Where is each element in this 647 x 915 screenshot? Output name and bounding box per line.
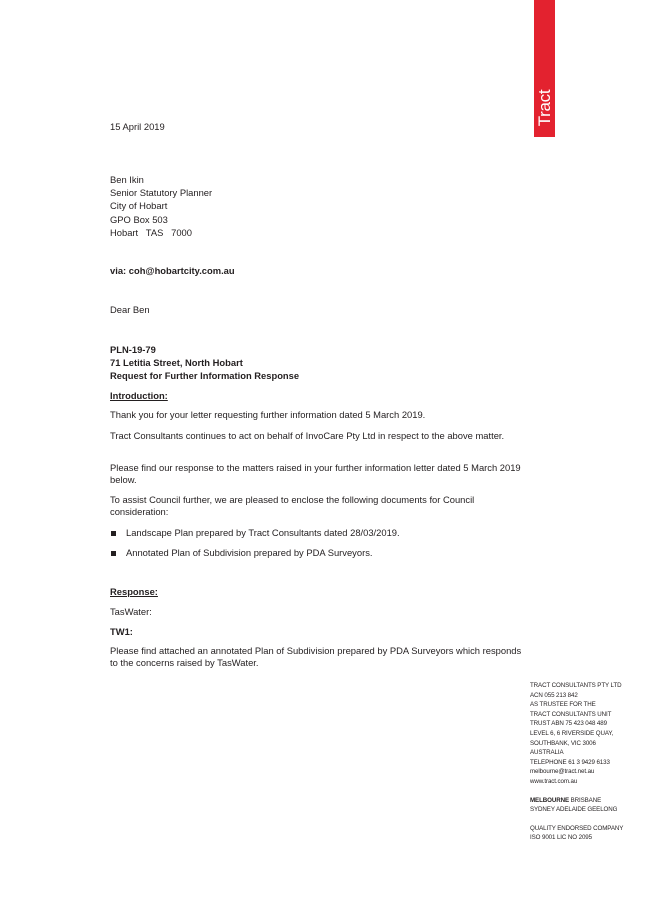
letter-date: 15 April 2019 <box>110 121 165 132</box>
brand-logo: Tract <box>534 89 554 127</box>
footer-website: www.tract.com.au <box>530 777 578 785</box>
footer-line: TRACT CONSULTANTS UNIT <box>530 710 612 718</box>
footer-line: SOUTHBANK, VIC 3006 <box>530 739 596 747</box>
footer-email: melbourne@tract.net.au <box>530 768 595 776</box>
paragraph-enclosures: To assist Council further, we are pleased to enclose the following documents for Council consideration: <box>110 494 475 518</box>
response-heading: Response: <box>110 586 158 597</box>
footer-offices <box>530 796 640 806</box>
footer-line: LEVEL 6, 6 RIVERSIDE QUAY, <box>530 729 614 737</box>
recipient-po-box: GPO Box 503 <box>110 213 168 225</box>
footer-office-primary: MELBOURNE <box>530 796 569 804</box>
paragraph-representation: Tract Consultants continues to act on behalf of InvoCare Pty Ltd in respect to the above matter. <box>110 430 505 441</box>
footer-line: TRACT CONSULTANTS PTY LTD <box>530 682 622 689</box>
footer-line: TELEPHONE 61 3 9429 6133 <box>530 758 610 766</box>
paragraph-thanks: Thank you for your letter requesting further information dated 5 March 2019. <box>110 409 426 420</box>
reference-number: PLN-19-79 <box>110 344 156 355</box>
footer-line: ACN 055 213 842 <box>530 691 578 699</box>
bullet-square-icon <box>111 551 116 556</box>
company-footer <box>530 681 640 843</box>
recipient-organisation: City of Hobart <box>110 200 168 212</box>
footer-quality: QUALITY ENDORSED COMPANY <box>530 824 624 832</box>
recipient-city: Hobart TAS 7000 <box>110 226 192 238</box>
reference-address: 71 Letitia Street, North Hobart <box>110 357 243 369</box>
paragraph-response: Please find our response to the matters raised in your further information letter dated 5 March 2019 below. <box>110 462 521 486</box>
reference-block <box>110 344 530 384</box>
reference-subject: Request for Further Information Response <box>110 370 300 382</box>
tw1-heading: TW1: <box>110 626 133 637</box>
taswater-subheading: TasWater: <box>110 606 152 617</box>
footer-line: AS TRUSTEE FOR THE <box>530 701 596 709</box>
bullet-square-icon <box>111 531 116 536</box>
footer-iso: ISO 9001 LIC NO 2095 <box>530 834 592 842</box>
recipient-title: Senior Statutory Planner <box>110 187 213 199</box>
tw1-response-text: Please find attached an annotated Plan of Subdivision prepared by PDA Surveyors which responds to the concerns raised by TasWater. <box>110 645 522 669</box>
via-email: via: coh@hobartcity.com.au <box>110 265 235 276</box>
salutation: Dear Ben <box>110 304 150 315</box>
recipient-address <box>110 174 530 240</box>
footer-line: TRUST ABN 75 423 048 489 <box>530 720 607 728</box>
footer-offices-more: SYDNEY ADELAIDE GEELONG <box>530 806 618 814</box>
introduction-heading: Introduction: <box>110 390 168 401</box>
recipient-name: Ben Ikin <box>110 174 144 185</box>
footer-line: AUSTRALIA <box>530 749 564 757</box>
footer-office-secondary: BRISBANE <box>568 796 602 804</box>
